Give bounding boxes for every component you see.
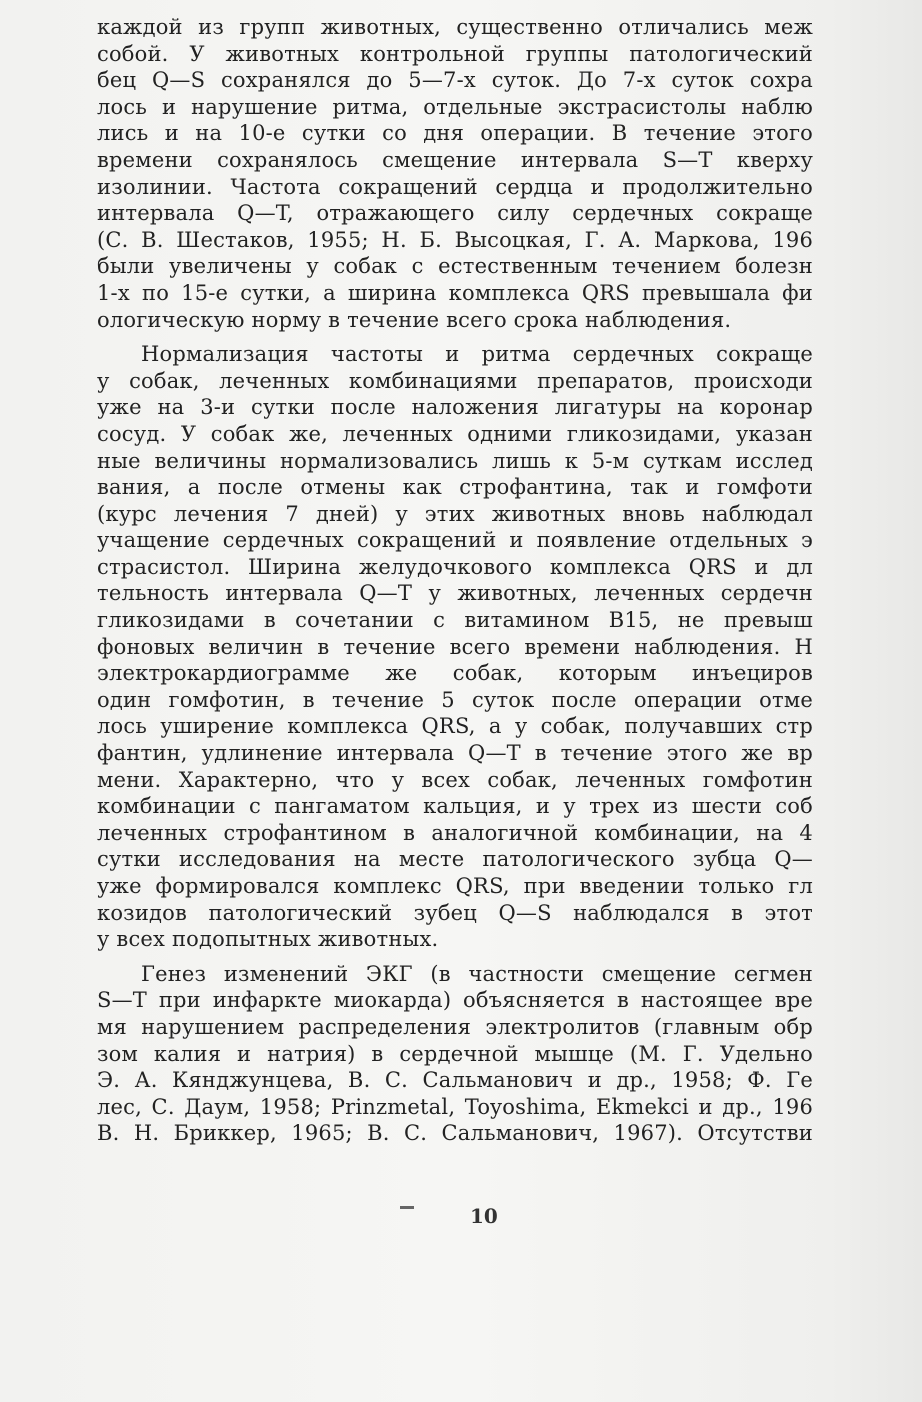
text-line: (С. В. Шестаков, 1955; Н. Б. Высоцкая, Г. А. Маркова, 196 xyxy=(97,227,813,252)
text-line: мя нарушением распределения электролитов (главным обр xyxy=(97,1014,813,1039)
text-line: зом калия и натрия) в сердечной мышце (М. Г. Удельно xyxy=(97,1041,813,1066)
text-line: S—T при инфаркте миокарда) объясняется в настоящее вре xyxy=(97,988,813,1013)
text-line: собой. У животных контрольной группы патологический xyxy=(97,41,813,66)
text-body xyxy=(97,14,813,1147)
text-line: (курс лечения 7 дней) у этих животных вновь наблюдал xyxy=(97,501,813,526)
print-mark xyxy=(400,1206,414,1209)
text-line: тельность интервала Q—T у животных, леченных сердечн xyxy=(97,581,813,606)
text-line: изолинии. Частота сокращений сердца и продолжительно xyxy=(97,174,813,199)
text-line: ологическую норму в течение всего срока наблюдения. xyxy=(97,307,732,332)
text-line: у всех подопытных животных. xyxy=(97,927,439,952)
text-line: Нормализация частоты и ритма сердечных сокраще xyxy=(141,342,813,367)
text-line: лись и на 10-е сутки со дня операции. В течение этого xyxy=(97,121,813,146)
text-line: бец Q—S сохранялся до 5—7-х суток. До 7-х суток сохра xyxy=(97,68,813,93)
text-line: уже на 3-и сутки после наложения лигатуры на коронар xyxy=(97,395,813,420)
text-line: леченных строфантином в аналогичной комбинации, на 4 xyxy=(97,820,813,845)
paragraph-gap xyxy=(97,953,813,961)
text-line: козидов патологический зубец Q—S наблюдался в этот xyxy=(97,900,813,925)
text-line: страсистол. Ширина желудочкового комплекса QRS и дл xyxy=(97,554,813,579)
text-line: В. Н. Бриккер, 1965; В. С. Сальманович, 1967). Отсутстви xyxy=(97,1121,813,1146)
text-line: 1-х по 15-е сутки, а ширина комплекса QRS превышала фи xyxy=(97,280,813,305)
text-line: каждой из групп животных, существенно отличались меж xyxy=(97,15,813,39)
text-line: гликозидами в сочетании с витамином B15, не превыш xyxy=(97,608,813,633)
page-number: 10 xyxy=(470,1204,498,1228)
text-line: были увеличены у собак с естественным течением болезн xyxy=(97,254,813,279)
text-line: электрокардиограмме же собак, которым инъециров xyxy=(97,661,813,686)
text-line: интервала Q—T, отражающего силу сердечных сокраще xyxy=(97,201,813,226)
text-line: лось и нарушение ритма, отдельные экстрасистолы наблю xyxy=(97,94,813,119)
text-line: один гомфотин, в течение 5 суток после операции отме xyxy=(97,687,813,712)
text-line: ные величины нормализовались лишь к 5-м суткам исслед xyxy=(97,448,813,473)
text-line: лось уширение комплекса QRS, а у собак, получавших стр xyxy=(97,714,813,739)
text-line: сутки исследования на месте патологического зубца Q— xyxy=(97,847,813,872)
text-line: уже формировался комплекс QRS, при введении только гл xyxy=(97,874,813,898)
text-line: Генез изменений ЭКГ (в частности смещение сегмен xyxy=(141,961,813,986)
text-line: учащение сердечных сокращений и появление отдельных э xyxy=(97,528,813,553)
text-line: фоновых величин в течение всего времени наблюдения. Н xyxy=(97,634,813,659)
text-line: Э. А. Кянджунцева, В. С. Сальманович и др., 1958; Ф. Ге xyxy=(97,1068,813,1093)
text-line: комбинации с пангаматом кальция, и у трех из шести соб xyxy=(97,794,813,819)
text-line: времени сохранялось смещение интервала S—T кверху xyxy=(97,147,813,172)
text-line: сосуд. У собак же, леченных одними гликозидами, указан xyxy=(97,421,813,446)
text-line: лес, С. Даум, 1958; Prinzmetal, Toyoshima, Ekmekci и др., 196 xyxy=(97,1094,813,1119)
text-line: мени. Характерно, что у всех собак, леченных гомфотин xyxy=(97,767,813,792)
text-line: вания, а после отмены как строфантина, так и гомфоти xyxy=(97,475,813,500)
text-line: фантин, удлинение интервала Q—T в течение этого же вр xyxy=(97,741,813,766)
text-line: у собак, леченных комбинациями препаратов, происходи xyxy=(97,368,813,393)
paragraph-gap xyxy=(97,333,813,341)
